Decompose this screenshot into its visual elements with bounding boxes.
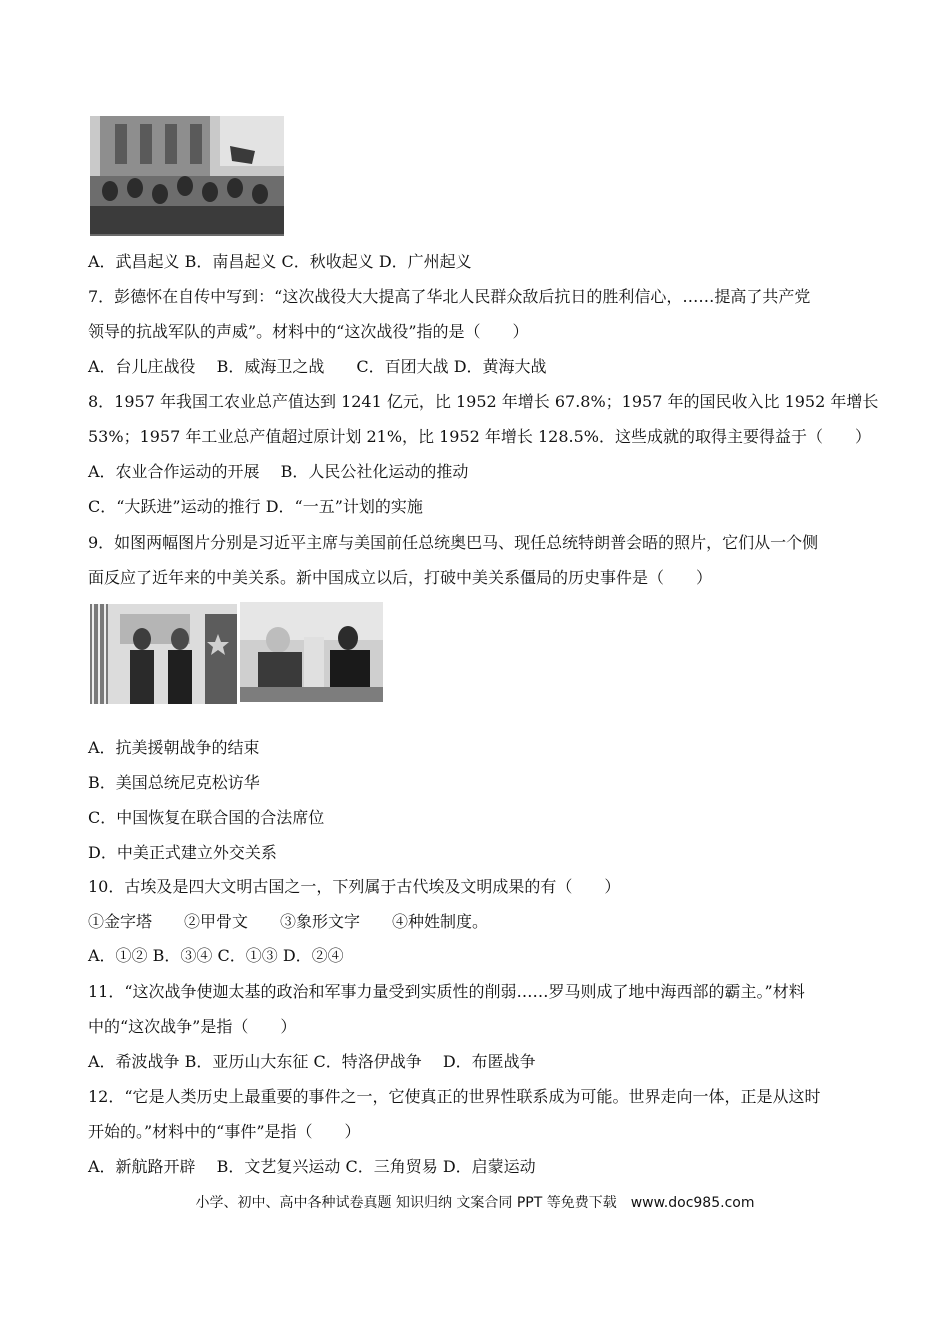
q11-options: A．希波战争 B．亚历山大东征 C．特洛伊战争 D．布匿战争 bbox=[88, 1052, 536, 1071]
q7-options: A．台儿庄战役 B．威海卫之战 C．百团大战 D．黄海大战 bbox=[88, 357, 547, 376]
meeting-photo-1 bbox=[90, 604, 237, 704]
painting-illustration bbox=[90, 116, 284, 236]
q8-stem-line1: 8．1957 年我国工农业总产值达到 1241 亿元，比 1952 年增长 67.8%；1957 年的国民收入比 1952 年增长 bbox=[88, 392, 879, 411]
q6-options: A．武昌起义 B．南昌起义 C．秋收起义 D．广州起义 bbox=[88, 252, 472, 271]
q9-stem-line1: 9．如图两幅图片分别是习近平主席与美国前任总统奥巴马、现任总统特朗普会晤的照片，它们从一个侧 bbox=[88, 533, 819, 552]
q11-stem-line2: 中的“这次战争”是指（ ） bbox=[88, 1017, 297, 1036]
q9-stem-line2: 面反应了近年来的中美关系。新中国成立以后，打破中美关系僵局的历史事件是（ ） bbox=[88, 568, 713, 587]
q8-stem-line2: 53%；1957 年工业总产值超过原计划 21%，比 1952 年增长 128.5%．这些成就的取得主要得益于（ ） bbox=[88, 427, 872, 446]
q9-photo-obama-meeting bbox=[90, 604, 237, 704]
q10-stem: 10．古埃及是四大文明古国之一，下列属于古代埃及文明成果的有（ ） bbox=[88, 877, 621, 896]
q12-stem-line2: 开始的。”材料中的“事件”是指（ ） bbox=[88, 1122, 361, 1141]
meeting-photo-2 bbox=[240, 602, 383, 702]
q10-options: A．①② B．③④ C．①③ D．②④ bbox=[88, 946, 344, 965]
q9-option-a: A．抗美援朝战争的结束 bbox=[88, 738, 260, 757]
q12-stem-line1: 12．“它是人类历史上最重要的事件之一，它使真正的世界性联系成为可能。世界走向一体，正是从这时 bbox=[88, 1087, 821, 1106]
q7-stem-line1: 7．彭德怀在自传中写到：“这次战役大大提高了华北人民群众敌后抗日的胜利信心，……提高了共产党 bbox=[88, 287, 811, 306]
q6-historical-painting bbox=[90, 116, 284, 236]
q12-options: A．新航路开辟 B．文艺复兴运动 C．三角贸易 D．启蒙运动 bbox=[88, 1157, 536, 1176]
q9-option-b: B．美国总统尼克松访华 bbox=[88, 773, 260, 792]
q11-stem-line1: 11．“这次战争使迦太基的政治和军事力量受到实质性的削弱……罗马则成了地中海西部的霸主。”材料 bbox=[88, 982, 805, 1001]
q8-option-line2: C．“大跃进”运动的推行 D．“一五”计划的实施 bbox=[88, 497, 423, 516]
q10-items: ①金字塔 ②甲骨文 ③象形文字 ④种姓制度。 bbox=[88, 912, 489, 931]
q9-option-d: D．中美正式建立外交关系 bbox=[88, 843, 277, 862]
q8-option-line1: A．农业合作运动的开展 B．人民公社化运动的推动 bbox=[88, 462, 469, 481]
q9-photo-trump-meeting bbox=[240, 602, 383, 702]
page-footer: 小学、初中、高中各种试卷真题 知识归纳 文案合同 PPT 等免费下载 www.doc985.com bbox=[195, 1195, 755, 1211]
q7-stem-line2: 领导的抗战军队的声威”。材料中的“这次战役”指的是（ ） bbox=[88, 322, 529, 341]
q9-option-c: C．中国恢复在联合国的合法席位 bbox=[88, 808, 325, 827]
